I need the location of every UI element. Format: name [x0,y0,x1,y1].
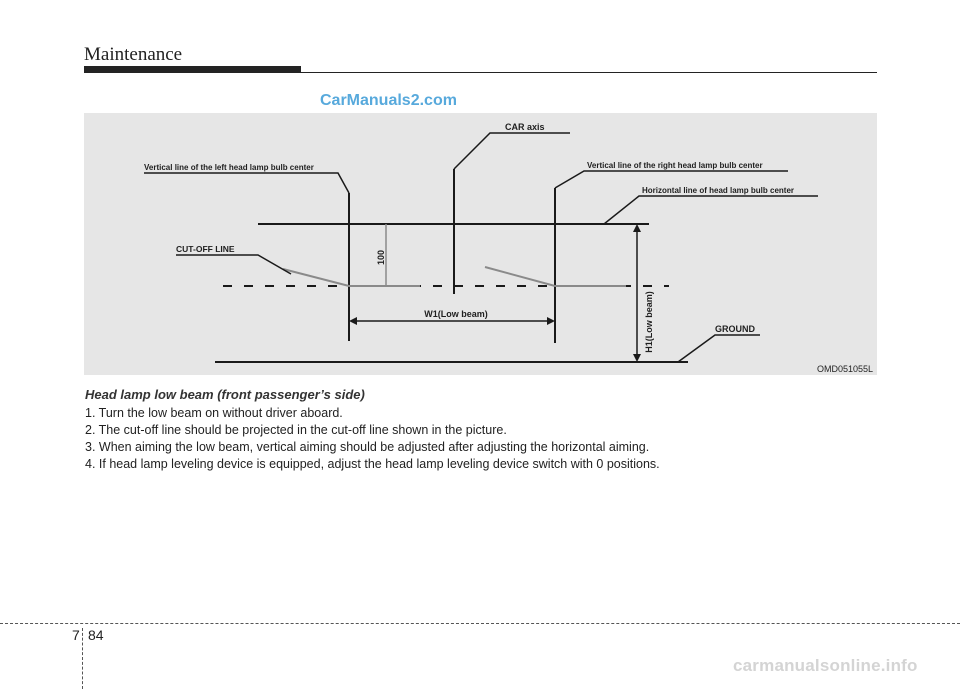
ground-label: GROUND [715,324,755,334]
instruction-step: 3. When aiming the low beam, vertical aiming should be adjusted after adjusting the horizontal aiming. [85,440,650,454]
watermark-top[interactable]: CarManuals2.com [320,92,457,109]
footer-rule [0,623,960,624]
car-axis-label: CAR axis [505,122,545,132]
chapter-number: 7 [72,627,80,643]
instruction-list [85,405,660,473]
figure-caption: Head lamp low beam (front passenger’s side) [85,387,365,402]
instruction-step: 2. The cut-off line should be projected in the cut-off line shown in the picture. [85,423,507,437]
right-vertical-label: Vertical line of the right head lamp bulb center [587,161,763,170]
w1-label: W1(Low beam) [424,309,488,319]
left-vertical-label: Vertical line of the left head lamp bulb center [144,163,314,172]
horizontal-label: Horizontal line of head lamp bulb center [642,186,795,195]
watermark-bottom[interactable]: carmanualsonline.info [733,656,918,675]
instruction-step: 4. If head lamp leveling device is equipped, adjust the head lamp leveling device switch with 0 positions. [85,457,660,471]
page-number: 84 [88,627,104,643]
section-title: Maintenance [84,44,183,65]
offset-100-label: 100 [376,249,386,265]
headlamp-aiming-diagram [84,113,877,375]
footer-divider [82,628,83,689]
instruction-step: 1. Turn the low beam on without driver aboard. [85,406,343,420]
h1-label: H1(Low beam) [644,291,654,353]
figure-code: OMD051055L [816,364,873,374]
cutoff-label: CUT-OFF LINE [176,244,235,254]
header-rule [84,72,877,73]
